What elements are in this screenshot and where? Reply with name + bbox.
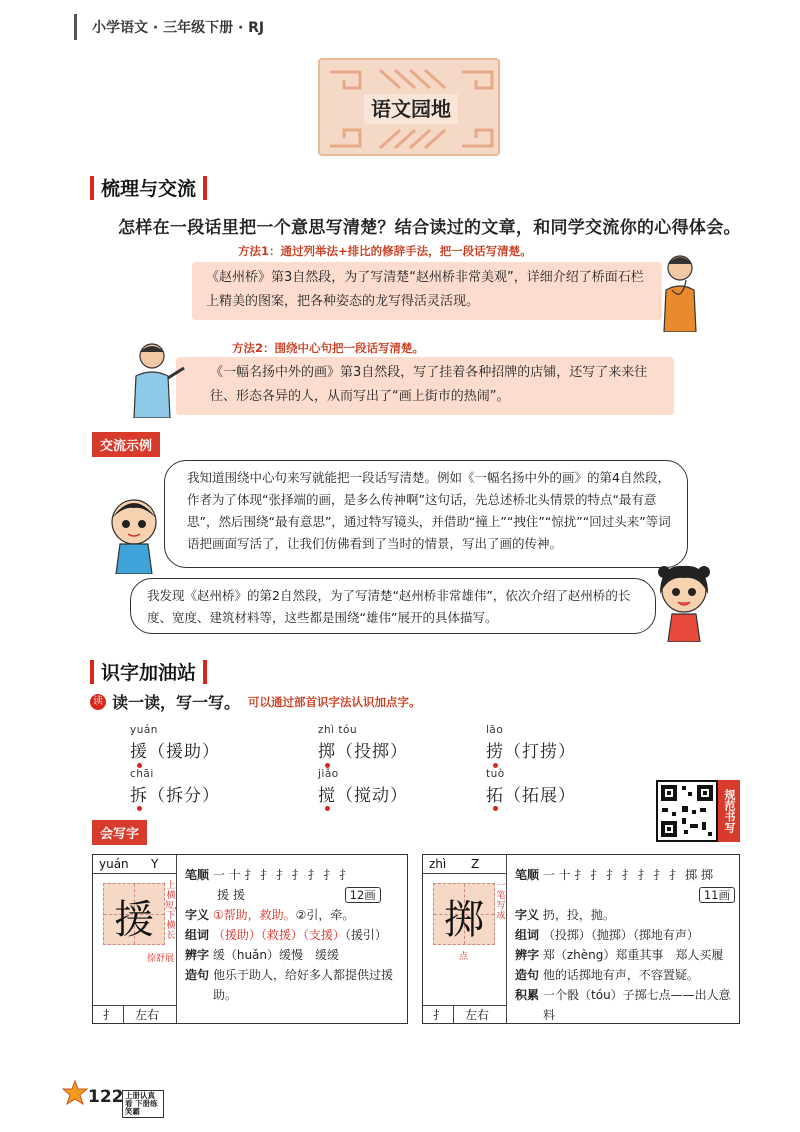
word-item [486,724,576,762]
word-pinyin: yuán [130,724,158,736]
word-pinyin: lāo [486,724,504,736]
stroke-order: 一 十 扌 扌 扌 扌 扌 扌 扌 [212,868,352,882]
char-letter: Y [151,857,159,871]
page-tag: 上册认真看 下册练笑霸 [122,1090,164,1118]
char-letter: Z [471,857,480,871]
sentence-text: 他的话掷地有声，不容置疑。 [542,968,699,982]
write-tab: 会写字 [92,820,147,845]
word-text: 捞（打捞） [486,742,576,762]
read-badge-icon: 读 [90,694,106,710]
heading-bar-right [203,176,207,200]
speech-bubble-1 [164,460,688,568]
read-write-instruction [90,690,421,713]
star-icon [62,1080,88,1106]
stroke-order-2: 援 援 [217,888,245,902]
word-pinyin: zhì tóu [318,724,358,736]
word-text: 援（援助） [130,742,220,762]
heading-bar-left [90,176,94,200]
method-1-label: 方法1：通过列举法+排比的修辞手法，把一段话写清楚。 [238,244,532,258]
char-radical: 扌 [103,1008,116,1022]
qr-pattern-icon [658,782,716,840]
char-pinyin: yuán [99,857,129,871]
stroke-count: 11画 [699,887,735,903]
section-banner [318,58,500,156]
word-item [486,768,576,806]
card-2-details [515,865,735,1025]
big-character: 掷 [444,897,484,943]
character-card-yuan [92,854,408,1024]
meaning-secondary: ②引，牵。 [295,908,355,922]
method-1-text: 《赵州桥》第3自然段，为了写清楚“赵州桥非常美观”，详细介绍了桥面石栏上精美的图案，把各种姿态的龙写得活灵活现。 [206,270,644,309]
tian-grid [433,883,495,945]
words-label: 组词 [185,928,210,942]
card-1-details [185,865,403,1005]
words-key: （援助）（救援）（支援） [212,928,345,942]
page-number: 122 [88,1087,124,1107]
method-2-box [176,357,674,415]
meaning-text: 扔，投，抛。 [542,908,615,922]
example-tab: 交流示例 [92,432,160,457]
section-heading-sorting [90,174,207,201]
meaning-primary: ①帮助，救助。 [212,908,296,922]
bubble-2-text: 我发现《赵州桥》的第2自然段，为了写清楚“赵州桥非常雄伟”，依次介绍了赵州桥的长度、宽度、建筑材料等，这些都是围绕“雄伟”展开的具体描写。 [147,588,631,625]
word-text: 掷（投掷） [318,742,408,762]
distinguish-text: 缓（huǎn）缓慢 缓缓 [212,948,340,962]
word-item [130,768,220,806]
accumulate-label: 积累 [515,988,540,1002]
writing-tip-2: 捺舒展 [147,954,175,964]
accumulate-text: 一个骰（tóu）子掷七点——出人意料 [543,988,731,1022]
word-text: 拓（拓展） [486,786,576,806]
sentence-label: 造句 [515,968,540,982]
meaning-label: 字义 [515,908,540,922]
word-text: 拆（拆分） [130,786,220,806]
char-pinyin: zhì [429,857,447,871]
char-radical: 扌 [433,1008,446,1022]
section-title: 梳理与交流 [101,178,197,200]
teacher-figure-icon [652,250,708,332]
bubble-1-text: 我知道围绕中心句来写就能把一段话写清楚。例如《一幅名扬中外的画》的第4自然段，作者为了体现“张择端的画，是多么传神啊”这句话，先总述桥北头情景的特点“最有意思”，然后围绕“最有意思”，通过特写镜头，并借助“撞上”“拽住”“惊扰”“回过头来”等词语把画面写活了，让我们仿佛看到了当时的情景，写出了画的传神。 [187,470,671,551]
heading-bar-right [203,660,207,684]
writing-tip-2: 点 [459,952,469,962]
distinguish-text: 郑（zhèng）郑重其事 郑人买履 [542,948,724,962]
tian-grid [103,883,165,945]
method-2-label: 方法2：围绕中心句把一段话写清楚。 [232,341,424,355]
distinguish-label: 辨字 [185,948,210,962]
emphasis-dot [137,806,142,811]
stroke-count: 12画 [345,887,381,903]
words-extra: （援引） [344,928,387,942]
speech-bubble-2 [130,578,656,634]
girl-cartoon-icon [654,560,714,642]
big-character: 援 [114,897,154,943]
method-2-text: 《一幅名扬中外的画》第3自然段，写了挂着各种招牌的店铺，还写了来来往往、形态各异的人，从而写出了“画上街市的热闹”。 [210,365,648,404]
qr-label: 规范书写 [718,780,740,842]
char-structure: 左右 [465,1008,490,1022]
word-item [318,768,408,806]
section-title: 识字加油站 [101,662,197,684]
character-card-zhi [422,854,740,1024]
writing-tip: 一笔写成 [496,881,506,921]
banner-title: 语文园地 [364,94,458,124]
words-text: （投掷）（抛掷）（掷地有声） [542,928,699,942]
strokes-label: 笔顺 [185,868,210,882]
sentence-text: 他乐于助人，给好多人都提供过援助。 [213,968,394,1002]
char-structure: 左右 [135,1008,160,1022]
meaning-label: 字义 [185,908,210,922]
header-bar [74,14,77,40]
word-item [318,724,408,762]
emphasis-dot [493,806,498,811]
section-heading-literacy [90,658,207,685]
stroke-order: 一 十 扌 扌 扌 扌 扌 扌 扌 掷 掷 [542,868,713,882]
heading-bar-left [90,660,94,684]
qr-code[interactable] [656,780,718,842]
method-1-box [192,262,662,320]
word-text: 搅（搅动） [318,786,408,806]
sentence-label: 造句 [185,968,210,982]
book-title: 小学语文 · 三年级下册 · RJ [92,20,265,36]
strokes-label: 笔顺 [515,868,540,882]
discussion-question: 怎样在一段话里把一个意思写清楚？结合读过的文章，和同学交流你的心得体会。 [118,218,741,238]
word-item [130,724,220,762]
read-label: 读一读，写一写。 [112,693,241,712]
boy-cartoon-icon [104,492,164,574]
word-pinyin: chāi [130,768,154,780]
words-label: 组词 [515,928,540,942]
distinguish-label: 辨字 [515,948,540,962]
emphasis-dot [325,806,330,811]
word-pinyin: jiǎo [318,768,339,780]
read-tip: 可以通过部首识字法认识加点字。 [248,694,421,709]
writing-tip: 上横短，下横长 [165,881,184,941]
student-boy-figure-icon [126,338,188,418]
word-pinyin: tuò [486,768,505,780]
